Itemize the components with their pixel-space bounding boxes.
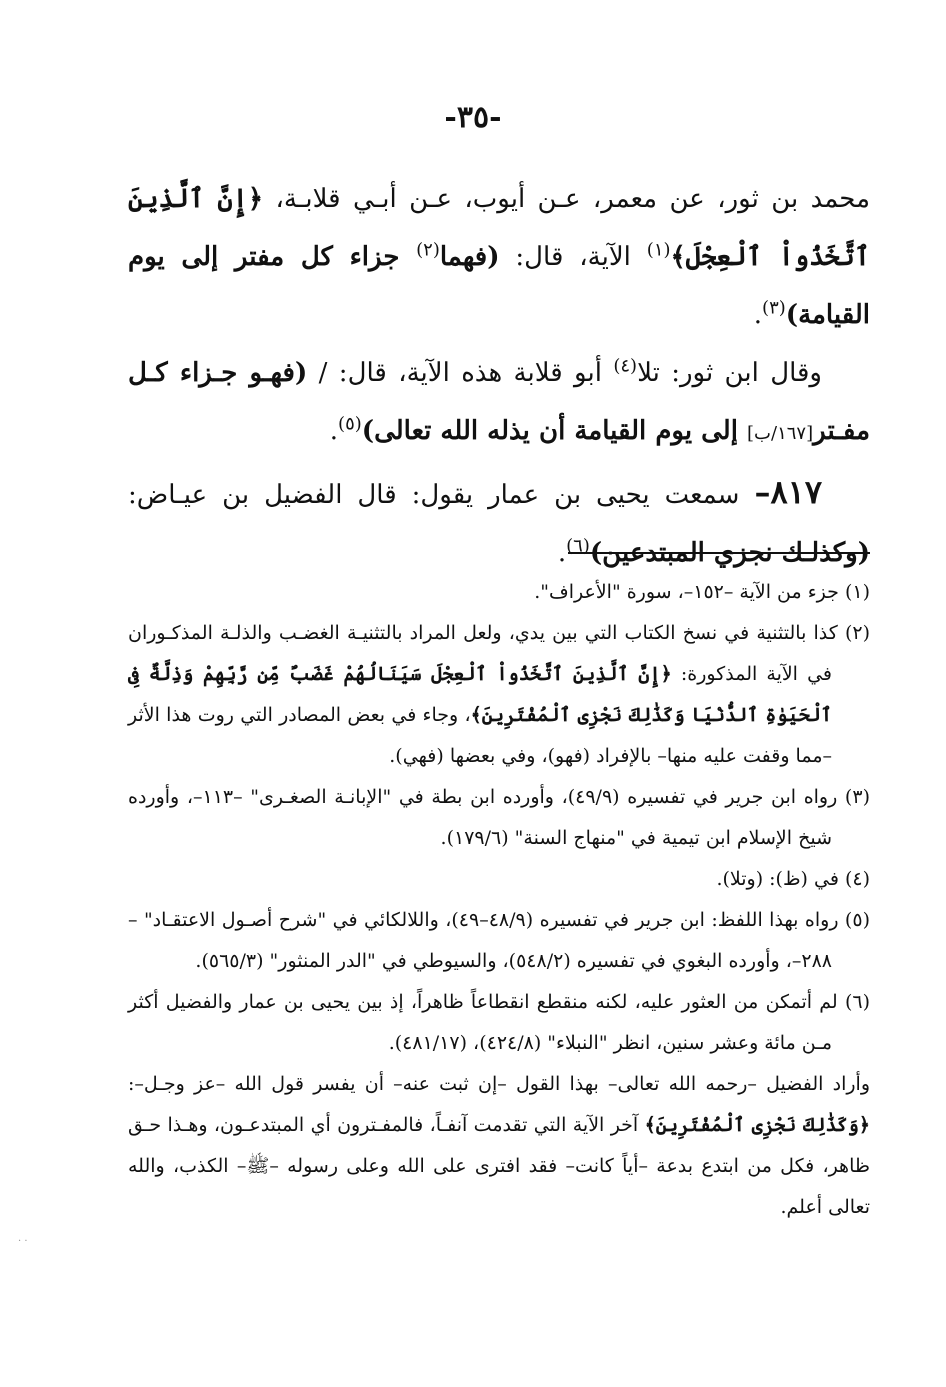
footnotes [128,572,870,1228]
p1-text-b: الآية، قال: [499,242,647,272]
report-number: ٨١٧– [754,473,822,511]
author-comment [128,1064,870,1228]
footnote-2-text-a: (٢) كذا بالتثنية في نسخ الكتاب التي بين يدي، ولعل المراد بالتثنيـة الغضـب والذلـة المذكـوران في الآية المذكورة: [128,622,870,685]
p3-text-a: سمعت يحيى بن عمار يقول: قال الفضيل بن عيـاض: [128,480,755,510]
main-text [128,170,870,582]
footnote-divider [568,552,870,554]
comment-text-a: وأراد الفضيل –رحمه الله تعالى– بهذا القول –إن ثبت عنه– أن يفسر قول الله –عز وجـل–: [128,1073,870,1095]
comment-quran: ﴿وَكَذَٰلِكَ نَجْزِى ٱلْمُفْتَرِينَ﴾ [644,1114,870,1136]
page-number: -٣٥- [444,100,502,135]
p2-bold-a: (فهـو جـزاء كـل مفـتر [128,358,870,446]
footnote-ref-3: (٣) [762,297,786,319]
footnote-2-quran: ﴿إِنَّ ٱلَّذِينَ ٱتَّخَذُواْ ٱلْعِجْلَ سَيَنَالُهُمْ غَضَبٌ مِّن رَّبِّهِمْ وَذِلَّةٌ فِى ٱلْحَيَوٰةِ ٱلدُّنْيَا وَكَذَٰلِكَ نَجْزِى ٱلْمُفْتَرِينَ﴾ [128,663,832,726]
manuscript-folio-ref: [١٦٧/ب] [747,423,814,444]
p1-end: . [753,300,763,330]
footnote-3: (٣) رواه ابن جرير في تفسيره (٤٩/٩)، وأورده ابن بطة في "الإبانـة الصغـرى" –١١٣–، وأورده شيخ الإسلام ابن تيمية في "منهاج السنة" (١٧٩/٦). [128,786,870,849]
p3-bold-a: (وكذلـك نجزي المبتدعين) [589,538,870,568]
footnote-ref-4: (٤) [613,355,638,377]
footnote-ref-5: (٥) [338,413,362,435]
footnote-ref-1: (١) [646,239,671,261]
scan-specks: · · [18,1236,28,1247]
footnote-4: (٤) في (ظ): (وتلا). [716,868,870,890]
p2-text-a: وقال ابن ثور: تلا [637,358,822,388]
footnote-ref-2: (٢) [416,239,440,261]
quran-verse: ﴿إِنَّ ٱلَّذِينَ ٱتَّخَذُواْ ٱلْعِجْلَ﴾ [128,184,871,272]
paragraph-3 [128,463,870,582]
p1-text-a: محمد بن ثور، عن معمر، عـن أيوب، عـن أبـي قلابـة، [263,184,871,214]
p1-bold-b: جزاء كل مفتر إلى يوم القيامة) [128,242,870,330]
p1-bold-a: (فهما [439,242,500,272]
footnote-6: (٦) لم أتمكن من العثور عليه، لكنه منقطع انقطاعاً ظاهراً، إذ بين يحيى بن عمار والفضيل أكثر مـن مائة وعشر سنين، انظر "النبلاء" (٤٢٤/٨)، (٤٨١/١٧). [128,991,870,1054]
comment-text-b: آخر الآية التي تقدمت آنفـاً، فالمفـترون أي المبتدعـون، وهـذا حـق ظاهر، فكل من ابتدع بدعة –أياً كانت– فقد افترى على الله وعلى رسوله –ﷺ– الكذب، والله تعالى أعلم. [128,1114,870,1218]
footnote-2-text-b: ، وجاء في بعض المصادر التي روت هذا الأثر –مما وقفت عليه منها– بالإفراد (فهو)، وفي بعضها (فهي). [128,704,832,767]
p2-end: . [329,416,339,446]
paragraph-1 [128,170,870,344]
paragraph-2 [128,344,870,463]
p2-bold-b: إلى يوم القيامة أن يذله الله تعالى) [361,416,748,446]
p2-text-b: أبو قلابة هذه الآية، قال: / [307,358,614,388]
footnote-ref-6: (٦) [566,535,590,557]
footnote-5: (٥) رواه بهذا اللفظ: ابن جرير في تفسيره (٤٨/٩–٤٩)، واللالكائي في "شرح أصـول الاعتقـاد" –٢٨٨–، وأورده البغوي في تفسيره (٥٤٨/٢)، والسيوطي في "الدر المنثور" (٥٦٥/٣). [128,909,870,972]
footnote-1: (١) جزء من الآية –١٥٢–، سورة "الأعراف". [534,581,870,603]
p3-end: . [557,538,567,568]
footnote-2 [128,613,870,777]
